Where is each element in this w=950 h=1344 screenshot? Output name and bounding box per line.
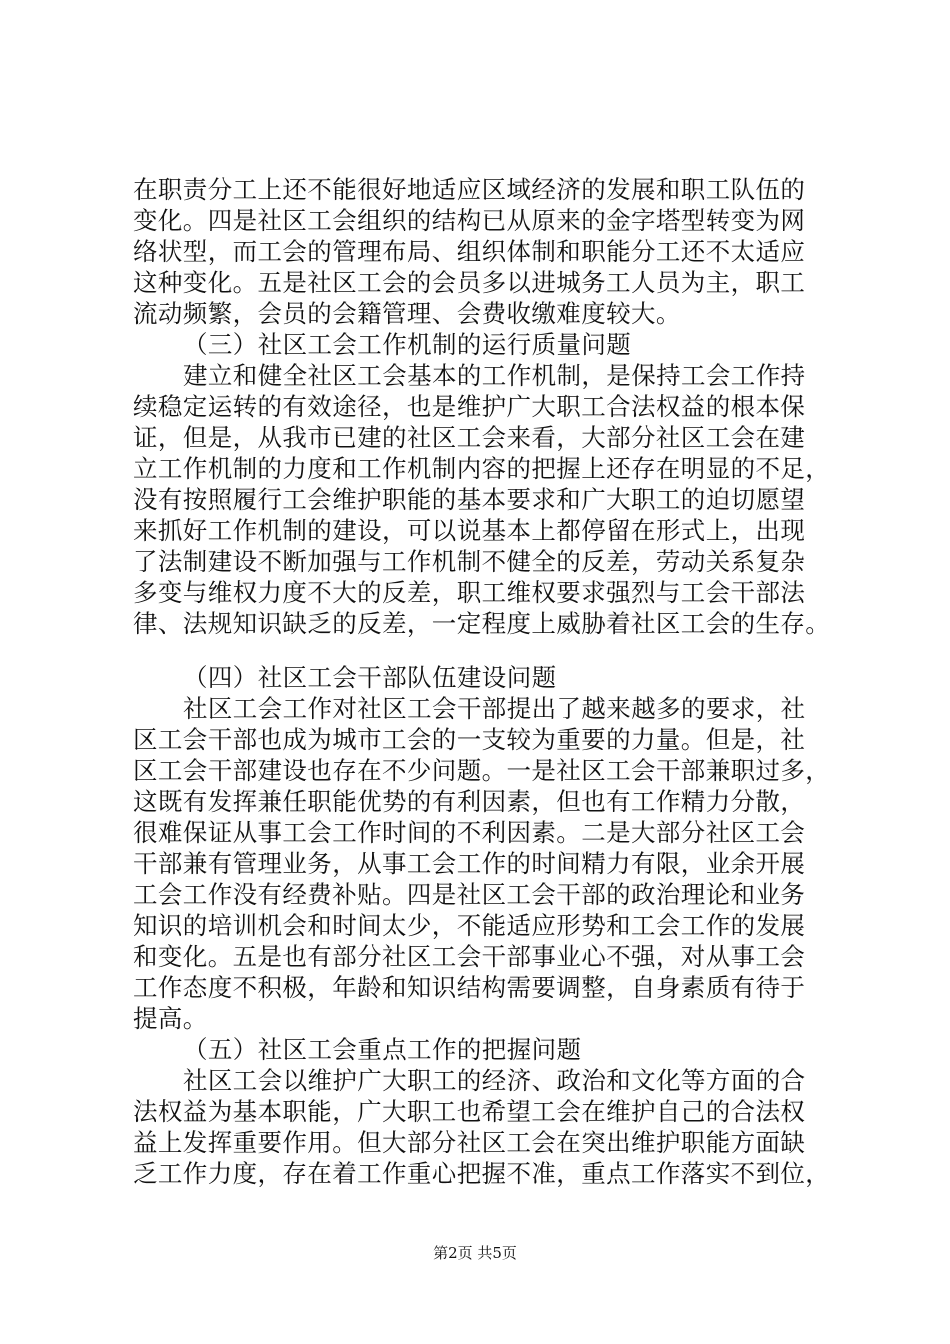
text-line: 很难保证从事工会工作时间的不利因素。二是大部分社区工会 — [133, 818, 806, 847]
text-line: 法权益为基本职能，广大职工也希望工会在维护自己的合法权 — [133, 1097, 806, 1126]
text-line: 工作态度不积极，年龄和知识结构需要调整，自身素质有待于 — [133, 973, 806, 1002]
text-line: 工会工作没有经费补贴。四是社区工会干部的政治理论和业务 — [133, 880, 806, 909]
text-line: 提高。 — [133, 1004, 208, 1033]
text-line: 多变与维权力度不大的反差，职工维权要求强烈与工会干部法 — [133, 578, 806, 607]
text-line: 络状型，而工会的管理布局、组织体制和职能分工还不太适应 — [133, 237, 806, 266]
section-heading: （三）社区工会工作机制的运行质量问题 — [183, 330, 632, 359]
text-line: 这既有发挥兼任职能优势的有利因素，但也有工作精力分散， — [133, 787, 806, 816]
text-line: 区工会干部建设也存在不少问题。一是社区工会干部兼职过多， — [133, 756, 831, 785]
text-line: 和变化。五是也有部分社区工会干部事业心不强，对从事工会 — [133, 942, 806, 971]
text-line: 在职责分工上还不能很好地适应区域经济的发展和职工队伍的 — [133, 175, 806, 204]
text-line: 社区工会以维护广大职工的经济、政治和文化等方面的合 — [183, 1066, 806, 1095]
text-line: 知识的培训机会和时间太少，不能适应形势和工会工作的发展 — [133, 911, 806, 940]
text-line: 了法制建设不断加强与工作机制不健全的反差，劳动关系复杂 — [133, 547, 806, 576]
text-line: 流动频繁，会员的会籍管理、会费收缴难度较大。 — [133, 299, 681, 328]
page-number-footer: 第2页 共5页 — [433, 1244, 517, 1262]
text-line: 社区工会工作对社区工会干部提出了越来越多的要求，社 — [183, 694, 806, 723]
text-line: 没有按照履行工会维护职能的基本要求和广大职工的迫切愿望 — [133, 485, 806, 514]
text-line: 律、法规知识缺乏的反差，一定程度上威胁着社区工会的生存。 — [133, 609, 831, 638]
section-heading: （五）社区工会重点工作的把握问题 — [183, 1035, 582, 1064]
text-line: 立工作机制的力度和工作机制内容的把握上还存在明显的不足， — [133, 454, 831, 483]
text-line: 这种变化。五是社区工会的会员多以进城务工人员为主，职工 — [133, 268, 806, 297]
section-heading: （四）社区工会干部队伍建设问题 — [183, 663, 557, 692]
text-line: 来抓好工作机制的建设，可以说基本上都停留在形式上，出现 — [133, 516, 806, 545]
text-line: 变化。四是社区工会组织的结构已从原来的金字塔型转变为网 — [133, 206, 806, 235]
text-line: 干部兼有管理业务，从事工会工作的时间精力有限，业余开展 — [133, 849, 806, 878]
text-line: 区工会干部也成为城市工会的一支较为重要的力量。但是，社 — [133, 725, 806, 754]
text-line: 续稳定运转的有效途径，也是维护广大职工合法权益的根本保 — [133, 392, 806, 421]
text-line: 建立和健全社区工会基本的工作机制，是保持工会工作持 — [183, 361, 806, 390]
text-line: 益上发挥重要作用。但大部分社区工会在突出维护职能方面缺 — [133, 1128, 806, 1157]
text-line: 乏工作力度，存在着工作重心把握不准，重点工作落实不到位， — [133, 1159, 831, 1188]
text-line: 证，但是，从我市已建的社区工会来看，大部分社区工会在建 — [133, 423, 806, 452]
